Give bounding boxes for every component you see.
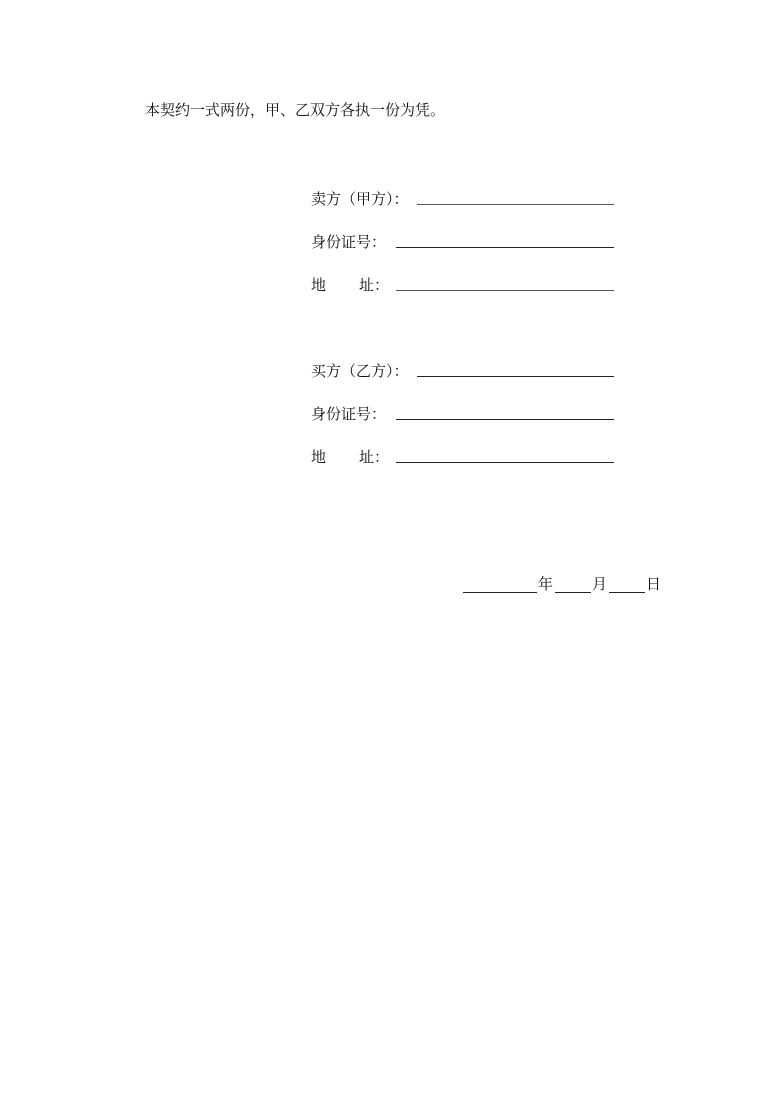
day-unit: 日 <box>646 575 662 593</box>
seller-address-label-char1: 地 <box>311 276 327 294</box>
seller-id-blank <box>396 247 614 248</box>
buyer-address-label-char2: 址： <box>359 448 390 466</box>
seller-name-row <box>311 186 417 208</box>
month-unit: 月 <box>592 575 608 593</box>
buyer-id-blank <box>396 419 614 420</box>
seller-name-blank <box>417 204 614 205</box>
seller-address-blank <box>396 290 614 291</box>
year-unit: 年 <box>538 575 554 593</box>
seller-address-label-char2: 址： <box>359 276 390 294</box>
seller-id-label: 身份证号： <box>311 233 387 251</box>
year-blank <box>463 592 537 593</box>
buyer-address-label <box>311 448 395 466</box>
buyer-address-row <box>311 444 395 466</box>
buyer-name-row <box>311 358 417 380</box>
day-blank <box>609 592 645 593</box>
seller-address-label <box>311 276 395 294</box>
contract-clause-text: 本契约一式两份，甲、乙双方各执一份为凭。 <box>145 101 446 119</box>
month-blank <box>555 592 591 593</box>
seller-address-row <box>311 272 395 294</box>
buyer-address-blank <box>396 462 614 463</box>
buyer-id-label: 身份证号： <box>311 405 387 423</box>
buyer-label: 买方（乙方）： <box>311 362 409 380</box>
seller-id-row <box>311 229 395 251</box>
buyer-id-row <box>311 401 395 423</box>
date-line <box>463 575 663 595</box>
buyer-address-label-char1: 地 <box>311 448 327 466</box>
buyer-name-blank <box>417 376 614 377</box>
seller-label: 卖方（甲方）： <box>311 190 409 208</box>
